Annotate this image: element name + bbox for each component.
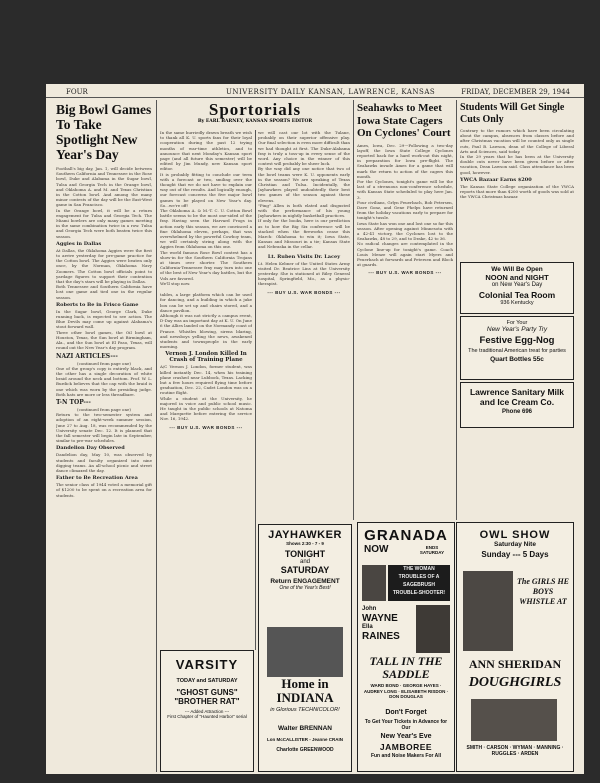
star-first: John bbox=[362, 606, 377, 612]
product-name: Festive Egg-Nog bbox=[479, 335, 555, 346]
ad-line: For Your bbox=[506, 320, 528, 326]
article-text: we will cast our lot with the Tulane, probably on their superior offensive play. Our final selection is even more difficult than we had thought at first. The Duke-Alabama fray is truly a toss-up in every sense of the word. Any choice in the winner of this contest will probably be sheer luck. bbox=[258, 130, 350, 167]
star-first: Ella bbox=[362, 624, 373, 630]
subhead: Roberts to Be in Frisco Game bbox=[56, 301, 139, 308]
theater-name: VARSITY bbox=[175, 657, 239, 672]
now-label: NOW bbox=[364, 544, 389, 555]
movie-still-photo bbox=[362, 565, 386, 601]
article-text: While a student at the University, he majored in voice and public school music. He taught in the public schools at Natoma and Marquette before entering the service Nov. 16, 1942. bbox=[160, 395, 252, 422]
film-title: Home in INDIANA bbox=[276, 676, 334, 705]
column-divider bbox=[255, 130, 256, 650]
article-text: Four civilians, Grlyn Feuerbach, Bob Petersen, Dave Gonz, and Gene Phelps have returned from the holiday vacations early to prepare for tonight's tussle. bbox=[357, 199, 453, 221]
subhead: Aggies in Dallas bbox=[56, 240, 102, 247]
star-last: RAINES bbox=[362, 631, 400, 642]
column-sportorials-2 bbox=[258, 130, 350, 520]
cast-list: SMITH · CARSON · WYMAN · MANNING · RUGGLES · ARDEN bbox=[466, 745, 564, 757]
subhead: Dandelion Day Observed bbox=[56, 445, 125, 452]
egg-nog-ad bbox=[460, 316, 574, 380]
article-text: One of the group's copy is entirely black, and the other has a single decoration of white braid around the neck and bottom. Prof. W. L. Burdick believes that the cap with the braid is one which was worn by the presiding judge. Both hats are more or less threadbare. bbox=[56, 365, 152, 397]
run-dates bbox=[358, 544, 454, 558]
page-number: FOUR bbox=[66, 88, 88, 96]
theater-name: GRANADA bbox=[364, 527, 448, 544]
ad-line: Don't Forget bbox=[385, 709, 427, 716]
movie-still-photo bbox=[463, 571, 513, 651]
ad-line: Sunday --- 5 Days bbox=[481, 550, 549, 559]
varsity-theater-ad bbox=[160, 650, 254, 772]
article-text: It is probably fitting to conclude our term with a forecast or two, smiling over the thought that we do not have to explain our way out of the results. And logically enough, our forecast concerns the five major bowl games to be played on New Year's day. So...we're off! bbox=[160, 171, 252, 208]
column-sportorials-1 bbox=[160, 130, 252, 648]
article-text: Lt. Helen Kebner of the United States Army visited Dr. Beatrice Lins at the University yesterday. She is stationed at Riley General hospital, Springfield, Mo., as a physio-therapist. bbox=[258, 260, 350, 287]
ad-line: TODAY and SATURDAY bbox=[176, 678, 238, 684]
masthead: UNIVERSITY DAILY KANSAN, LAWRENCE, KANSAS bbox=[226, 88, 436, 96]
ad-line: --- Added Attraction --- bbox=[184, 709, 230, 714]
continued-note: (continued from page one) bbox=[77, 360, 131, 366]
ends-label: ENDS SATURDAY bbox=[419, 545, 445, 555]
star-name: ANN SHERIDAN bbox=[468, 657, 562, 671]
star-last: WAYNE bbox=[362, 613, 398, 624]
column-divider bbox=[353, 100, 354, 520]
granada-theater-ad bbox=[357, 522, 455, 772]
article-text: A/C Vernon J. London, former student, was killed instantly Dec. 14, when his training plane crashed near Lubbock, Texas. Lacking but a few hours required flying time before graduation, Dec. 22, Cadet London was on a routine flight. bbox=[160, 364, 252, 396]
headline-visit: Lt. Ruben Visits Dr. Lacey bbox=[267, 253, 341, 260]
film-title: "BROTHER RAT" bbox=[174, 697, 240, 706]
ad-line: The traditional American treat for parties bbox=[468, 348, 566, 354]
headline-london: Vernon J. London Killed In Crash of Training Plane bbox=[165, 351, 247, 364]
tagline: TROUBLES OF A bbox=[398, 574, 440, 580]
article-text: The Oklahoma A. & M.-T. C. U. Cotton Bowl battle seems to be the most one-sided of the fray. Having seen the Harvard Frogs in action early this season, we are convinced a fine Oklahoma eleven, perhaps, that was overwhelmed by the powerful Cowboy team, we will certainly string along with the Aggies from Oklahoma on this one. bbox=[160, 208, 252, 250]
ad-line: SATURDAY bbox=[280, 565, 330, 575]
ad-title: OWL SHOW bbox=[479, 529, 551, 541]
ad-line: To Get Your Tickets in Advance for Our bbox=[364, 719, 448, 731]
article-text: Both Tennessee and Southern California have lost one game and tied one in the regular season. bbox=[56, 284, 152, 300]
war-bonds-filler: --- BUY U.S. WAR BONDS --- bbox=[169, 424, 243, 430]
article-text: At Dallas, the Oklahoma Aggies were the first to arrive yesterday for pre-game practice for the Cotton bowl. The Aggies were beaten only once, by the Norman, Oklahoma Navy Zoomers. The Cotton bowl officials point to yardage figures to support their contention that the day's stars will be playing in Dallas. bbox=[56, 247, 152, 285]
sportorials-header bbox=[160, 100, 350, 130]
article-text: The senior class of 1944 voted a memorial gift of $1200 to be spent on a recreation area for students. bbox=[56, 482, 152, 498]
owl-show-ad bbox=[456, 522, 574, 772]
jayhawker-theater-ad bbox=[258, 524, 352, 772]
ad-line: JAMBOREE bbox=[379, 742, 433, 752]
article-text: The world famous Rose Bowl contest has a show-in for the Southern California Trojans at times over shorter. The Southern California-Tennessee fray may turn into one of the best of New Year's day battles, but the Vols are favored. bbox=[160, 249, 252, 281]
showtimes: Shows 2:30 - 7 - 9 bbox=[286, 541, 324, 546]
article-text: If only for the books, here is our prediction as to how the Big Six conference will be stacked when the fireworks cease this March: Oklahoma to win it; Iowa State, Kansas and Missouri in a tie; Kansas State and Nebraska in the cellar. bbox=[258, 218, 350, 250]
ad-line: New Year's Eve bbox=[380, 733, 432, 740]
article-text: Ames, Iowa, Dec. 29---Following a two-day layoff, the Iowa State College Cyclones reported back for a hard work-out this night, in preparation for Iowa pre-flight. The Seahawks invade Ames for a game that will mark the return to action of the cagers this month. bbox=[357, 142, 453, 179]
war-bonds-filler: --- BUY U.S. WAR BONDS --- bbox=[368, 270, 442, 276]
article-text: In the Sugar bowl, George Clark, Duke running back, is expected to see action. The Blue Devils may come up against Alabama's stout forward wall. bbox=[56, 308, 152, 330]
ad-line: on New Year's Day bbox=[491, 282, 543, 288]
article-text: By the way did any one notice that two of the bowl teams were K. U. opponents early in the season? We are speaking of Texas Christian and Tulsa. Incidentally, the Jayhawkers played undoubtedly their best two games of the season against these elevens. bbox=[258, 166, 350, 203]
ad-line: New Year's Party Try bbox=[486, 326, 548, 333]
newspaper-page bbox=[46, 84, 584, 774]
article-text: Iowa State has won one and lost one so far this season. After opening against Minnesota with a 42-41 victory, the Cyclones lost to the Seahawks, 48 to 29, and to Drake, 42 to 36. bbox=[357, 220, 453, 242]
article-text: Although it was not strictly a campus event, D-Day was an important day at K. U. On June 6 the Allies landed on the Normandy coast of France. Whistles blowing, sirens blaring, and newsboys yelling the news, awakened students and townspeople in the early morning. bbox=[160, 312, 252, 350]
tagline-box bbox=[388, 565, 450, 601]
ad-line: NOON and NIGHT bbox=[485, 273, 549, 282]
article-text: tables, a large platform which can be used for dancing, and a building in which a juke box can be set up and chairs stored, and a dance pavilion. bbox=[160, 292, 252, 313]
article-text: The Kansas State College organization of the YWCA reports that more than $200 worth of goods was sold at the YWCA Christmas bazaar. bbox=[460, 183, 574, 200]
article-text: No radical changes are contemplated in the Cyclone line-up for tonight's game. Coach Louis Menze will again start Myers and Feuerbach at forwards and Petersen and Block at guards. bbox=[357, 241, 453, 268]
article-text: In the 29 years that he has been at the University double cuts never have been given before or after vacation, Dean Lawson said. Class attendance has been good, however. bbox=[460, 154, 574, 175]
cast-list: WARD BOND · GEORGE HAYES · AUDREY LONG · ELISABETH RISDON · DON DOUGLAS bbox=[363, 683, 449, 699]
page-header bbox=[46, 87, 584, 98]
tagline: SAGEBRUSH bbox=[403, 582, 435, 588]
article-text: Contrary to the rumors which have been circulating about the campus, absences from classes before and after Christmas vacation will be counted only as single cuts, Paul B. Lawson, dean of the College of Liberal Arts and Sciences, said today. bbox=[460, 128, 574, 154]
byline: By EARL BARNEY, KANSAN SPORTS EDITOR bbox=[197, 119, 313, 124]
column-divider bbox=[156, 100, 157, 772]
article-text: For the Cyclones, tonight's game will be the last of a strenuous non-conference schedule, with Kansas State scheduled to play here Jan. 3. bbox=[357, 178, 453, 200]
subhead: YWCA Bazaar Earns $200 bbox=[460, 176, 532, 183]
cast-line: Lon McCALLISTER - Jeanne CRAIN bbox=[266, 737, 343, 742]
issue-date: FRIDAY, DECEMBER 29, 1944 bbox=[461, 88, 570, 96]
column-seahawks bbox=[357, 102, 453, 504]
headline-bowl-games: Big Bowl Games To Take Spotlight New Year's Day bbox=[56, 102, 152, 162]
star-name bbox=[362, 605, 412, 641]
subhead: T-N TOP--- bbox=[56, 398, 91, 406]
column-single-cuts bbox=[460, 102, 574, 260]
film-title: "GHOST GUNS" bbox=[176, 688, 238, 697]
movie-still-photo bbox=[267, 627, 343, 677]
subhead: NAZI ARTICLES--- bbox=[56, 352, 118, 360]
article-text: In the Orange bowl, it will be a return engagement for Tulsa and Georgia Tech. The Miami bowlers are only many games meeting in the same combination twice in a row. Tulsa and Georgia Tech were both beaten twice this season. bbox=[56, 207, 152, 239]
business-name: Colonial Tea Room bbox=[478, 290, 556, 300]
article-text: Dandelion day, May 10, was observed by students and faculty organized into nine digging teams. An all-school picnic and street dance climaxed the day. bbox=[56, 452, 152, 473]
colonial-tea-room-ad bbox=[460, 262, 574, 314]
article-text: Return to the two-semester system and adoption of an eight-week summer session, June 27 to Aug. 18, was recommended by the University senate Dec. 12. It is planned that the fall semester will begin late in September, similar to pre-war schedules. bbox=[56, 412, 152, 444]
technicolor-note: in Glorious TECHNICOLOR! bbox=[270, 707, 340, 713]
movie-still-photo bbox=[471, 699, 557, 741]
movie-still-photo bbox=[416, 605, 450, 653]
business-name: Lawrence Sanitary Milk and Ice Cream Co. bbox=[469, 387, 564, 407]
subhead: Father to Be Recreation Area bbox=[56, 475, 138, 482]
ad-line: Return ENGAGEMENT bbox=[270, 578, 340, 585]
headline-single-cuts: Students Will Get Single Cuts Only bbox=[460, 102, 565, 125]
column-bowl-games bbox=[56, 102, 152, 772]
phone-number: Phone 696 bbox=[501, 409, 532, 415]
column-divider bbox=[456, 100, 457, 520]
film-title: DOUGHGIRLS bbox=[468, 675, 562, 690]
ad-line: Fun and Noise Makers For All bbox=[370, 753, 442, 759]
sanitary-milk-ad bbox=[460, 382, 574, 428]
ad-line: One of the Year's Best! bbox=[279, 585, 331, 591]
article-text: Three other bowl games, the Oil bowl at Houston, Texas, the Sun bowl at Birmingham, Ala., and the Sun bowl at El Paso, Texas, will round out the New Year's day program. bbox=[56, 329, 152, 351]
war-bonds-filler: --- BUY U.S. WAR BONDS --- bbox=[267, 289, 341, 295]
price: Quart Bottles 55c bbox=[490, 356, 544, 363]
ad-line: Saturday Nite bbox=[494, 541, 536, 548]
cast-line: Charlotte GREENWOOD bbox=[276, 747, 334, 753]
theater-name: JAYHAWKER bbox=[268, 529, 342, 541]
film-title: The GIRLS HE BOYS WHISTLE AT bbox=[517, 577, 570, 606]
continued-note: (continued from page one) bbox=[77, 406, 131, 412]
headline-seahawks: Seahawks to Meet Iowa State Cagers On Cyclones' Court bbox=[357, 102, 451, 139]
tagline: THE WOMAN bbox=[403, 566, 435, 572]
ad-line: and bbox=[299, 559, 310, 565]
article-text: "Ping" Allen is both elated and disgusted with the performance of his young Jayhawkers in nightly basketball practices. bbox=[258, 202, 350, 219]
article-text: Football's big day, Jan. 1, will decide between Southern California and Tennessee in the Rose bowl, Duke and Alabama in the Sugar bowl, Tulsa and Georgia Tech in the Orange bowl, and Oklahoma A. and M. and Texas Christian in the Cotton bowl. And among the many minor contests of the day will be the East-West game in San Francisco. bbox=[56, 166, 152, 208]
tagline: TROUBLE-SHOOTER! bbox=[392, 590, 446, 596]
article-text: In the same hurriedly drawn breath we wish to thank all K. U. sports fans for their loyal cooperation during the past 12 trying months of war-time athletics, and to announce that next Monday's Kansan sport page (and all future this semester) will be edited by Jim Mundy, new Kansan sport editor. bbox=[160, 130, 252, 172]
column-title: Sportorials bbox=[208, 100, 302, 119]
ad-line: First Chapter of "Haunted Harbor" serial bbox=[167, 714, 247, 719]
film-title: TALL IN THE SADDLE bbox=[369, 654, 443, 681]
address: 936 Kentucky bbox=[500, 300, 534, 306]
article-text: We'll stop now. bbox=[160, 280, 191, 286]
ad-line: TONIGHT bbox=[284, 549, 326, 559]
cast-line: Walter BRENNAN bbox=[278, 725, 332, 732]
ad-line: We Will Be Open bbox=[491, 266, 543, 273]
